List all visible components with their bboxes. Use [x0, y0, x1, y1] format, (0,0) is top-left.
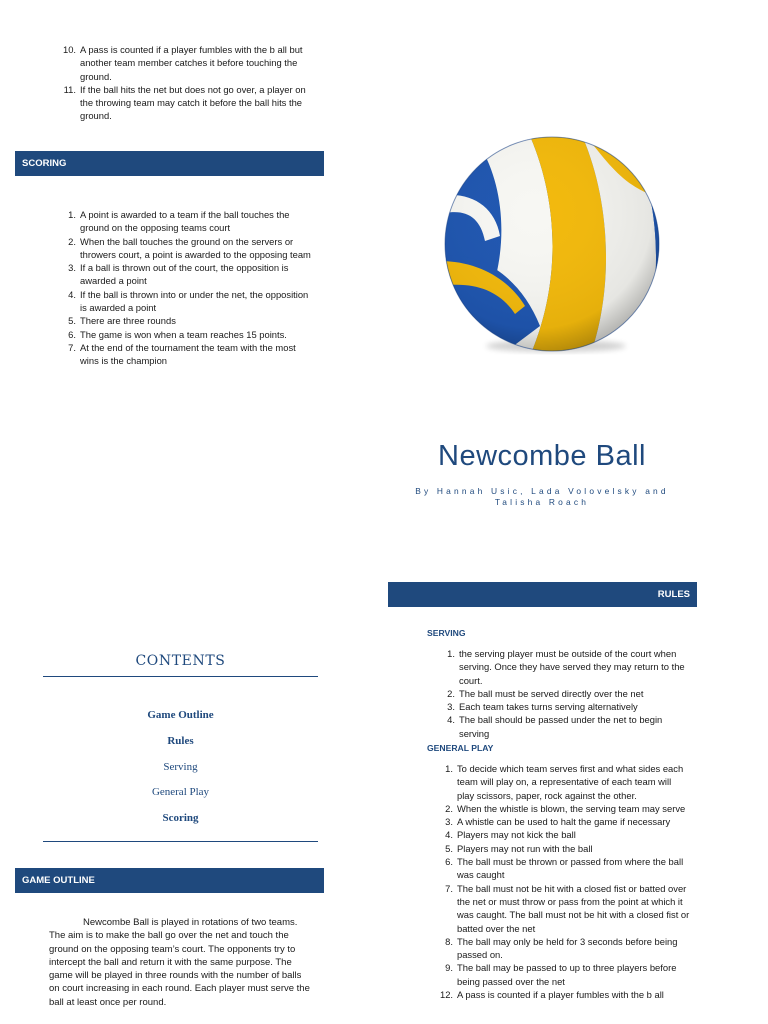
document-title: Newcombe Ball: [438, 440, 646, 472]
list-item: 1. the serving player must be outside of the court when serving. Once they have served they may return to the court.: [447, 648, 685, 686]
list-item: 6. The game is won when a team reaches 15 points.: [68, 328, 287, 340]
continued-rules-list: [63, 43, 315, 123]
list-item: 5. There are three rounds: [68, 315, 176, 327]
list-item: 4. The ball should be passed under the net to begin serving: [447, 714, 663, 739]
list-item: 1. To decide which team serves first and what sides each team will play on, a representative of each team will play scissors, paper, rock against the other.: [445, 763, 684, 801]
toc-link-rules[interactable]: Rules: [167, 735, 194, 747]
game-outline-heading: GAME OUTLINE: [22, 875, 95, 886]
list-item: 8. The ball may only be held for 3 seconds before being passed on.: [445, 935, 678, 961]
list-item: 7. The ball must not be hit with a closed fist or batted over the net or must throw or pass from the point at which it was caught. The ball must not be hit with a closed fist or batted over the net: [445, 882, 690, 934]
scoring-heading: SCORING: [22, 158, 67, 169]
list-item: 4. If the ball is thrown into or under the net, the opposition is awarded a point: [68, 288, 309, 314]
general-play-subheading: GENERAL PLAY: [427, 743, 494, 753]
toc-link-serving[interactable]: Serving: [163, 761, 198, 773]
game-outline-paragraph: Newcombe Ball is played in rotations of two teams. The aim is to make the ball go over the net and touch the ground on the opposing team’s court. The opponents try to intercept the ball and return it with the same purpose. The game will be played in three rounds with the number of balls on court increasing in each round. Each player must serve the ball at least once per round.: [49, 917, 310, 1008]
rules-heading: RULES: [657, 589, 690, 600]
contents-top-rule: [43, 676, 318, 677]
list-item: 3. If a ball is thrown out of the court, the opposition is awarded a point: [68, 262, 289, 287]
serving-list: [442, 647, 688, 740]
list-item: 12. A pass is counted if a player fumbles with the b all: [440, 989, 664, 1001]
serving-subheading: SERVING: [427, 628, 466, 638]
list-item: 10. A pass is counted if a player fumbles with the b all but another team member catches it before touching the ground.: [63, 44, 303, 82]
authors-byline: By Hannah Usic, Lada Volovelsky and Talisha Roach: [415, 486, 669, 507]
volleyball-image: [440, 136, 664, 356]
contents-title: CONTENTS: [135, 653, 226, 669]
rules-heading-bar: [388, 582, 697, 607]
list-item: 4. Players may not kick the ball: [445, 829, 576, 841]
list-item: 2. When the ball touches the ground on the servers or throwers court, a point is awarded to the opposing team: [68, 235, 311, 260]
contents-bottom-rule: [43, 841, 318, 842]
list-item: 2. The ball must be served directly over the net: [447, 687, 644, 699]
scoring-heading-bar: [15, 151, 324, 176]
list-item: 9. The ball may be passed to up to three players before being passed over the net: [445, 962, 677, 987]
toc-link-scoring[interactable]: Scoring: [162, 812, 199, 824]
list-item: 2. When the whistle is blown, the serving team may serve: [445, 802, 686, 814]
list-item: 6. The ball must be thrown or passed from where the ball was caught: [445, 856, 684, 881]
toc-link-general-play[interactable]: General Play: [151, 786, 210, 798]
list-item: 7. At the end of the tournament the team with the most wins is the champion: [68, 341, 296, 367]
list-item: 3. A whistle can be used to halt the game if necessary: [445, 816, 671, 828]
list-item: 1. A point is awarded to a team if the ball touches the ground on the opposing teams court: [68, 209, 290, 234]
list-item: 5. Players may not run with the ball: [445, 842, 593, 854]
game-outline-heading-bar: [15, 868, 324, 893]
list-item: 3. Each team takes turns serving alternatively: [447, 701, 638, 713]
scoring-list: [63, 208, 315, 368]
general-play-list: [440, 762, 690, 1001]
list-item: 11. If the ball hits the net but does not go over, a player on the throwing team may catch it before the ball hits the ground.: [63, 83, 306, 122]
toc-link-game-outline[interactable]: Game Outline: [147, 709, 214, 721]
